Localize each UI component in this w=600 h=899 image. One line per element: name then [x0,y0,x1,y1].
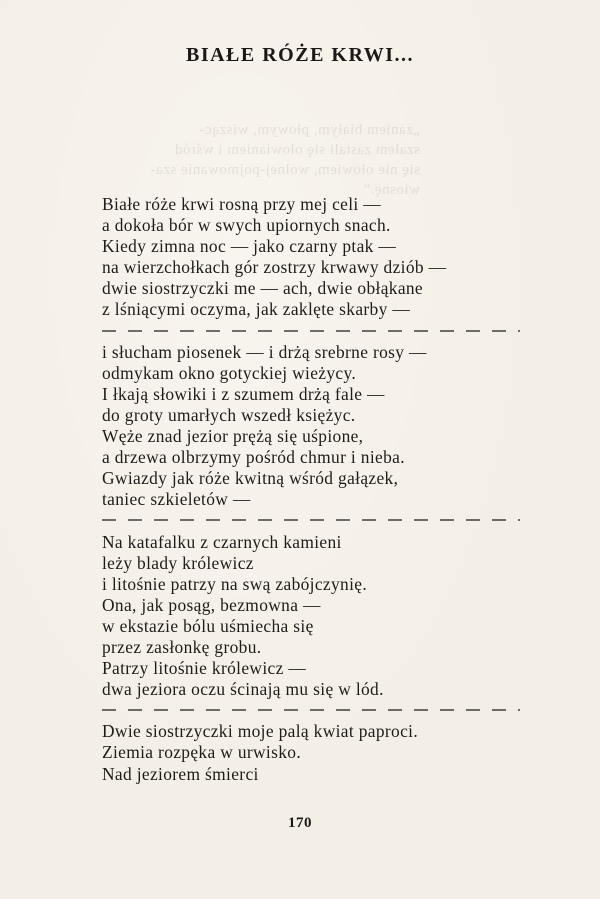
dashed-rule [102,329,520,333]
stanza-divider [102,321,532,342]
poem-line: Gwiazdy jak róże kwitną wśród gałązek, [102,468,399,489]
poem-line: taniec szkieletów — [102,489,251,510]
poem-line: Dwie siostrzyczki moje palą kwiat paproci. [102,721,419,742]
poem-line: a dokoła bór w swych upiornych snach. [102,215,391,236]
stanza-divider [102,700,532,721]
poem-line: w ekstazie bólu uśmiecha się [102,615,314,636]
poem-line: I łkają słowiki i z szumem drżą fale — [102,383,385,404]
poem-line: odmykam okno gotyckiej wieżycy. [102,362,357,383]
bleed-through-text: „zaniem białym, płowym, wisząc- szałem zastali się ołowianiem i wśród się nie ołowiem, wolnej-pojmowanie sza- wiosnę.” [150,122,420,198]
dashed-rule [102,708,520,712]
poem-title: BIAŁE RÓŻE KRWI... [185,44,414,66]
poem-line: a drzewa olbrzymy pośród chmur i nieba. [102,447,405,468]
dashed-rule [102,518,520,522]
poem-line: Ona, jak posąg, bezmowna — [102,594,321,615]
page-number: 170 [288,815,312,831]
poem-line: i litośnie patrzy na swą zabójczynię. [102,573,368,594]
poem-line: Nad jeziorem śmierci [102,763,259,784]
poem-line: dwa jeziora oczu ścinają mu się w lód. [102,679,384,700]
stanza-divider [102,510,532,531]
poem-line: i słucham piosenek — i drżą srebrne rosy — [102,341,427,362]
poem-line: do groty umarłych wszedł księżyc. [102,404,356,425]
poem-line: Patrzy litośnie królewicz — [102,658,307,679]
stanza [102,532,532,701]
poem-line: z lśniącymi oczyma, jak zaklęte skarby — [102,299,411,320]
poem-body [102,194,532,785]
poem-line: na wierzchołkach gór zostrzy krwawy dziób — [102,257,447,278]
stanza [102,194,532,321]
stanza [102,721,532,784]
poem-line: leży blady królewicz [102,552,254,573]
poem-line: Węże znad jezior prężą się uśpione, [102,426,364,447]
poem-line: Kiedy zimna noc — jako czarny ptak — [102,236,397,257]
poem-line: dwie siostrzyczki me — ach, dwie obłąkane [102,278,423,299]
poem-line: Na katafalku z czarnych kamieni [102,531,342,552]
stanza [102,342,532,511]
poem-line: Białe róże krwi rosną przy mej celi — [102,194,382,214]
poem-line: Ziemia rozpęka w urwisko. [102,742,302,763]
poem-line: przez zasłonkę grobu. [102,636,262,657]
